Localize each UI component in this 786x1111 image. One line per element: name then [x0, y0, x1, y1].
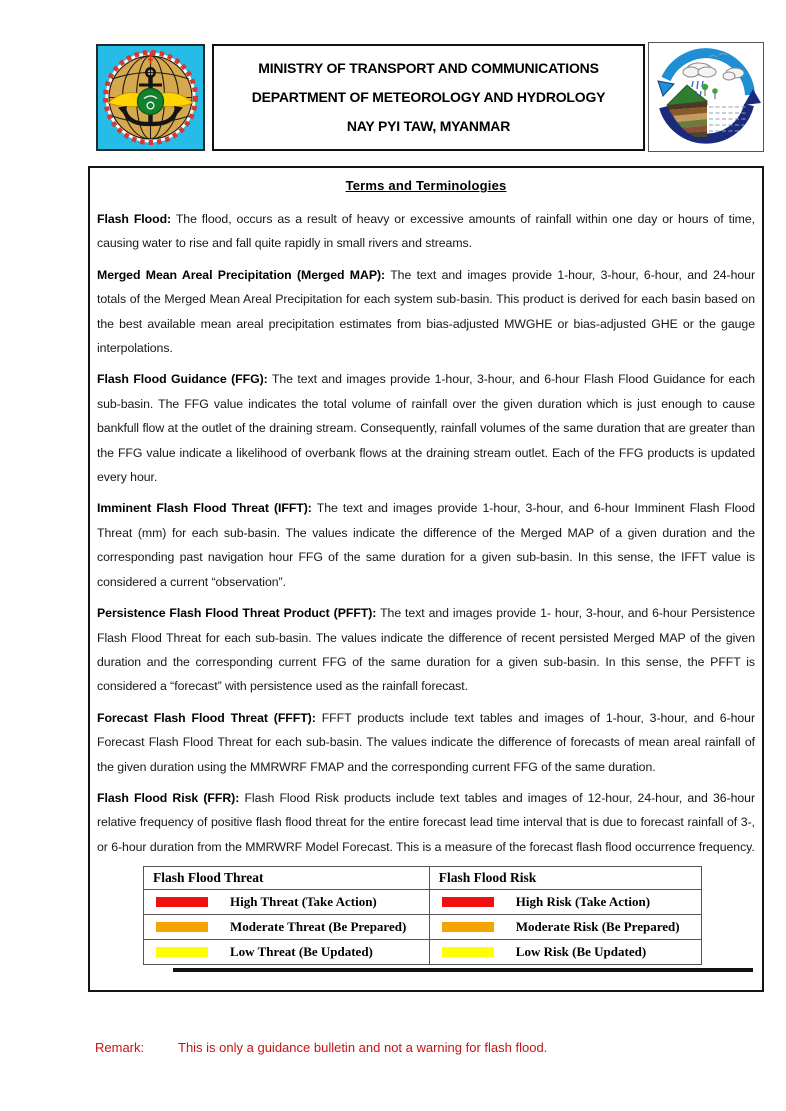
- legend-cell: [429, 915, 701, 940]
- term-name: Flash Flood Risk (FFR):: [97, 790, 240, 805]
- term-name: Flash Flood:: [97, 212, 172, 226]
- term-name: Merged Mean Areal Precipitation (Merged MAP):: [97, 267, 386, 282]
- center-disc-icon: [138, 89, 164, 115]
- low-color-swatch: [442, 947, 494, 957]
- ministry-seal-logo: [96, 44, 205, 151]
- term-name: Persistence Flash Flood Threat Product (PFFT):: [97, 606, 377, 621]
- table-header-row: [144, 867, 702, 890]
- definition-ifft: [97, 496, 755, 594]
- remark: [95, 1040, 547, 1055]
- table-row-high: [144, 890, 702, 915]
- definition-ffg: [97, 367, 755, 489]
- moderate-color-swatch: [156, 922, 208, 932]
- column-header-threat: Flash Flood Threat: [144, 867, 430, 890]
- terms-section: [88, 166, 764, 992]
- legend-label: Moderate Risk (Be Prepared): [515, 919, 680, 935]
- term-name: Imminent Flash Flood Threat (IFFT):: [97, 501, 312, 516]
- legend-cell: [429, 890, 701, 915]
- legend-label: High Risk (Take Action): [515, 894, 651, 910]
- legend-table-wrap: [143, 866, 755, 972]
- legend-cell: [144, 940, 430, 965]
- table-underline: [173, 968, 753, 972]
- definition-flash-flood: [97, 207, 755, 256]
- legend-label: Low Threat (Be Updated): [230, 944, 373, 960]
- legend-label: Moderate Threat (Be Prepared): [230, 919, 407, 935]
- dmh-emblem-logo: [648, 42, 764, 152]
- term-definition: FFFT products include text tables and images of 1-hour, 3-hour, and 6-hour Forecast Flash Flood Threat for each sub-basin. The values indicate the difference of forecasts of mean areal rainfall of the given duration using the MMRWRF FMAP and the corresponding current FFG of the same duration.: [97, 710, 756, 774]
- legend-cell: [144, 890, 430, 915]
- water-cycle-icon: [649, 43, 763, 151]
- table-row-moderate: [144, 915, 702, 940]
- definition-merged-map: [97, 263, 755, 361]
- legend-table: [143, 866, 702, 965]
- term-definition: The text and images provide 1-hour, 3-hour, 6-hour, and 24-hour totals of the Merged Mean Areal Precipitation for each system sub-basin. This product is derived for each basin based on the best available mean areal precipitation estimates from bias-adjusted MWGHE or bias-adjusted GHE or the gauge interpolations.: [97, 267, 755, 356]
- legend-cell: [429, 940, 701, 965]
- department-name: DEPARTMENT OF METEOROLOGY AND HYDROLOGY: [251, 89, 606, 105]
- legend-cell: [144, 915, 430, 940]
- term-definition: The flood, occurs as a result of heavy or excessive amounts of rainfall within one day or hours of time, causing water to rise and fall quite rapidly in small rivers and streams.: [97, 212, 755, 251]
- moderate-color-swatch: [442, 922, 494, 932]
- low-color-swatch: [156, 947, 208, 957]
- high-color-swatch: [442, 897, 494, 907]
- term-name: Forecast Flash Flood Threat (FFFT):: [97, 710, 316, 725]
- term-definition: The text and images provide 1-hour, 3-hour, and 6-hour Flash Flood Guidance for each sub-basin. The FFG value indicates the total volume of rainfall over the given duration which is just enough to cause bankfull flow at the outlet of the draining stream. Consequently, rainfall volumes of the same duration that are greater than the FFG value indicate a likelihood of overbank flows at the draining stream outlet. Each of the FFG products is updated every hour.: [97, 372, 755, 485]
- ministry-seal-icon: [98, 46, 203, 149]
- ministry-name: MINISTRY OF TRANSPORT AND COMMUNICATIONS: [258, 60, 599, 76]
- legend-label: High Threat (Take Action): [230, 894, 377, 910]
- location-name: NAY PYI TAW, MYANMAR: [346, 118, 511, 134]
- definition-pfft: [97, 601, 755, 699]
- section-title: Terms and Terminologies: [345, 178, 507, 193]
- definition-ffr: [97, 786, 755, 859]
- term-definition: Flash Flood Risk products include text tables and images of 12-hour, 24-hour, and 36-hour relative frequency of positive flash flood threat for the entire forecast lead time interval that is due to forecast rainfall of 3-, or 6-hour duration from the MMRWRF Model Forecast. This is a measure of the forecast flash flood occurrence frequency.: [97, 790, 756, 854]
- term-definition: The text and images provide 1- hour, 3-hour, and 6-hour Persistence Flash Flood Threat for each sub-basin. The values indicate the difference of recent persisted Merged MAP of the given duration and the corresponding current FFG of the same duration for a given sub-basin. In this sense, the PFFT is considered a “forecast” with persistence used as the rainfall forecast.: [97, 606, 755, 694]
- term-name: Flash Flood Guidance (FFG):: [97, 372, 268, 387]
- table-row-low: [144, 940, 702, 965]
- term-definition: The text and images provide 1-hour, 3-hour, and 6-hour Imminent Flash Flood Threat (mm) for each sub-basin. The values indicate the difference of the Merged MAP of a given duration and the corresponding past navigation hour FFG of the same duration for a given sub-basin. In this sense, the IFFT value is considered a current “observation”.: [97, 501, 755, 589]
- high-color-swatch: [156, 897, 208, 907]
- remark-text: This is only a guidance bulletin and not a warning for flash flood.: [178, 1040, 548, 1055]
- remark-label: Remark:: [95, 1040, 145, 1055]
- letterhead: [212, 44, 645, 151]
- legend-label: Low Risk (Be Updated): [515, 944, 647, 960]
- column-header-risk: Flash Flood Risk: [429, 867, 701, 890]
- definition-ffft: [97, 706, 755, 779]
